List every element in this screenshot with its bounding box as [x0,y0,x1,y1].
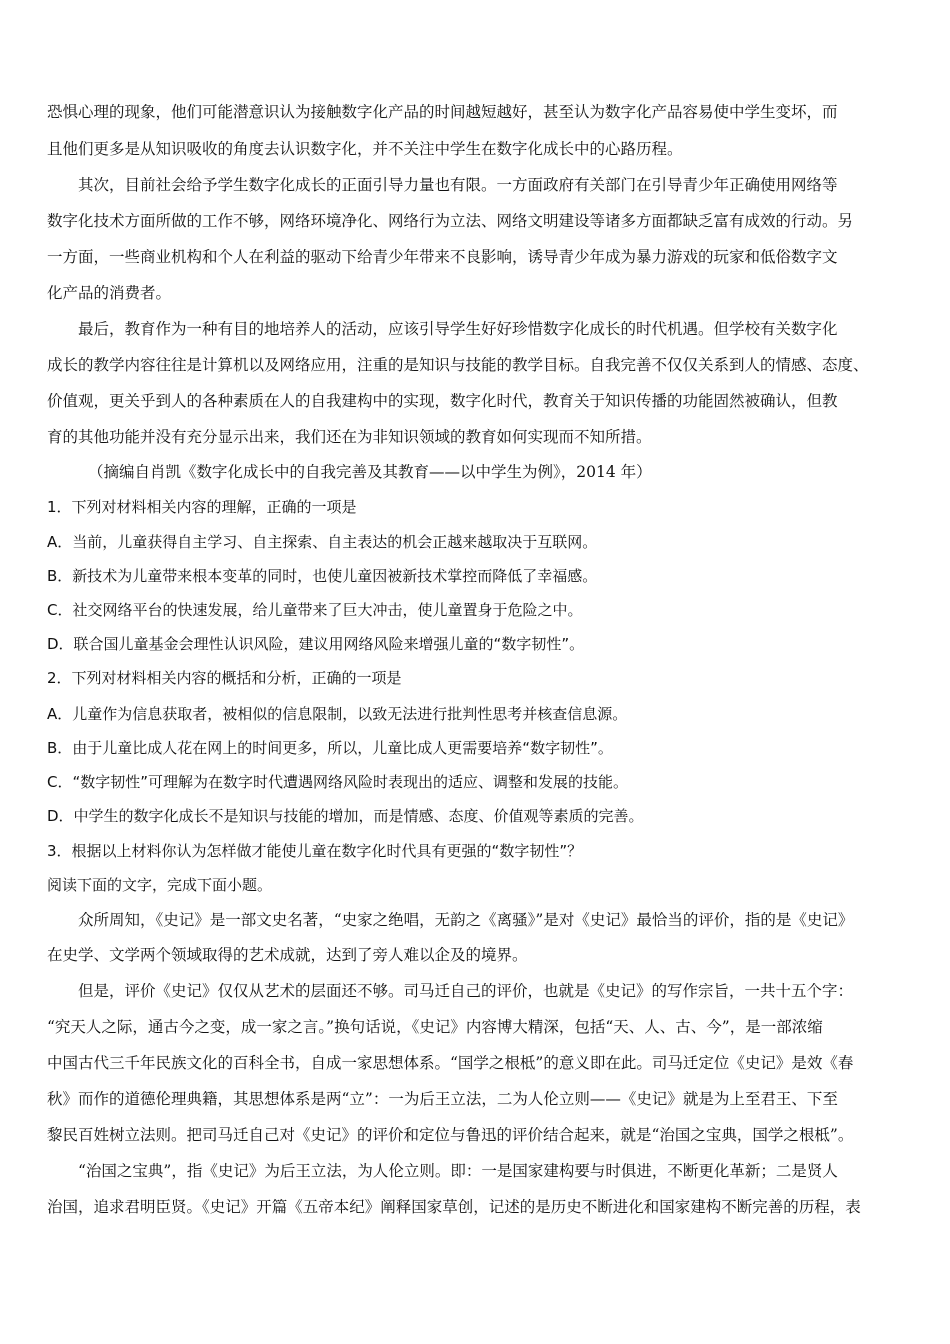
question-2-option-a: A．儿童作为信息获取者，被相似的信息限制，以致无法进行批判性思考并核查信息源。 [47,705,628,723]
question-1-option-d: D．联合国儿童基金会理性认识风险，建议用网络风险来增强儿童的“数字韧性”。 [47,635,585,653]
passage1-line: 价值观，更关乎到人的各种素质在人的自我建构中的实现，数字化时代，教育关于知识传播的功能固然被确认，但教 [47,392,838,410]
passage1-line: 恐惧心理的现象，他们可能潜意识认为接触数字化产品的时间越短越好，甚至认为数字化产品容易使中学生变坏，而 [47,103,838,121]
question-2-option-b: B．由于儿童比成人花在网上的时间更多，所以，儿童比成人更需要培养“数字韧性”。 [47,739,613,757]
passage2-line: 秋》而作的道德伦理典籍，其思想体系是两“立”：一为后王立法，二为人伦立则——《史记》就是为上至君王、下至 [47,1090,838,1108]
question-2-option-c: C．“数字韧性”可理解为在数字时代遭遇网络风险时表现出的适应、调整和发展的技能。 [47,773,629,791]
question-1-stem: 1．下列对材料相关内容的理解，正确的一项是 [47,498,357,516]
passage2-line: 治国，追求君明臣贤。《史记》开篇《五帝本纪》阐释国家草创，记述的是历史不断进化和国家建构不断完善的历程，表 [47,1198,861,1216]
passage1-line: 其次，目前社会给予学生数字化成长的正面引导力量也有限。一方面政府有关部门在引导青少年正确使用网络等 [78,176,838,194]
question-1-option-b: B．新技术为儿童带来根本变革的同时，也使儿童因被新技术掌控而降低了幸福感。 [47,567,598,585]
passage1-line: 且他们更多是从知识吸收的角度去认识数字化，并不关注中学生在数字化成长中的心路历程。 [47,140,683,158]
passage2-line: “究天人之际，通古今之变，成一家之言。”换句话说，《史记》内容博大精深，包括“天、人、古、今”，是一部浓缩 [47,1018,823,1036]
question-2-option-d: D．中学生的数字化成长不是知识与技能的增加，而是情感、态度、价值观等素质的完善。 [47,807,644,825]
passage1-line: 化产品的消费者。 [47,284,172,302]
reading-prompt: 阅读下面的文字，完成下面小题。 [47,876,273,894]
passage1-line: 成长的教学内容往往是计算机以及网络应用，注重的是知识与技能的教学目标。自我完善不仅仅关系到人的情感、态度、 [47,356,869,374]
passage1-line: 数字化技术方面所做的工作不够，网络环境净化、网络行为立法、网络文明建设等诸多方面都缺乏富有成效的行动。另 [47,212,854,230]
source-citation: （摘编自肖凯《数字化成长中的自我完善及其教育——以中学生为例》，2014 年） [88,463,652,481]
question-1-option-c: C．社交网络平台的快速发展，给儿童带来了巨大冲击，使儿童置身于危险之中。 [47,601,583,619]
question-3-stem: 3．根据以上材料你认为怎样做才能使儿童在数字化时代具有更强的“数字韧性”？ [47,842,583,860]
passage2-line: 中国古代三千年民族文化的百科全书，自成一家思想体系。“国学之根柢”的意义即在此。司马迁定位《史记》是效《春 [47,1054,854,1072]
passage2-line: 但是，评价《史记》仅仅从艺术的层面还不够。司马迁自己的评价，也就是《史记》的写作宗旨，一共十五个字： [78,982,854,1000]
passage2-line: 在史学、文学两个领域取得的艺术成就，达到了旁人难以企及的境界。 [47,946,528,964]
passage2-line: 众所周知，《史记》是一部文史名著，“史家之绝唱，无韵之《离骚》”是对《史记》最恰当的评价，指的是《史记》 [78,911,854,929]
question-1-option-a: A．当前，儿童获得自主学习、自主探索、自主表达的机会正越来越取决于互联网。 [47,533,598,551]
passage1-line: 最后，教育作为一种有目的地培养人的活动，应该引导学生好好珍惜数字化成长的时代机遇。但学校有关数字化 [78,320,838,338]
question-2-stem: 2．下列对材料相关内容的概括和分析，正确的一项是 [47,669,402,687]
passage1-line: 育的其他功能并没有充分显示出来，我们还在为非知识领域的教育如何实现而不知所措。 [47,428,652,446]
passage2-line: “治国之宝典”，指《史记》为后王立法，为人伦立则。即：一是国家建构要与时俱进，不断更化革新；二是贤人 [78,1162,838,1180]
passage1-line: 一方面，一些商业机构和个人在利益的驱动下给青少年带来不良影响，诱导青少年成为暴力游戏的玩家和低俗数字文 [47,248,838,266]
passage2-line: 黎民百姓树立法则。把司马迁自己对《史记》的评价和定位与鲁迅的评价结合起来，就是“治国之宝典，国学之根柢”。 [47,1126,854,1144]
